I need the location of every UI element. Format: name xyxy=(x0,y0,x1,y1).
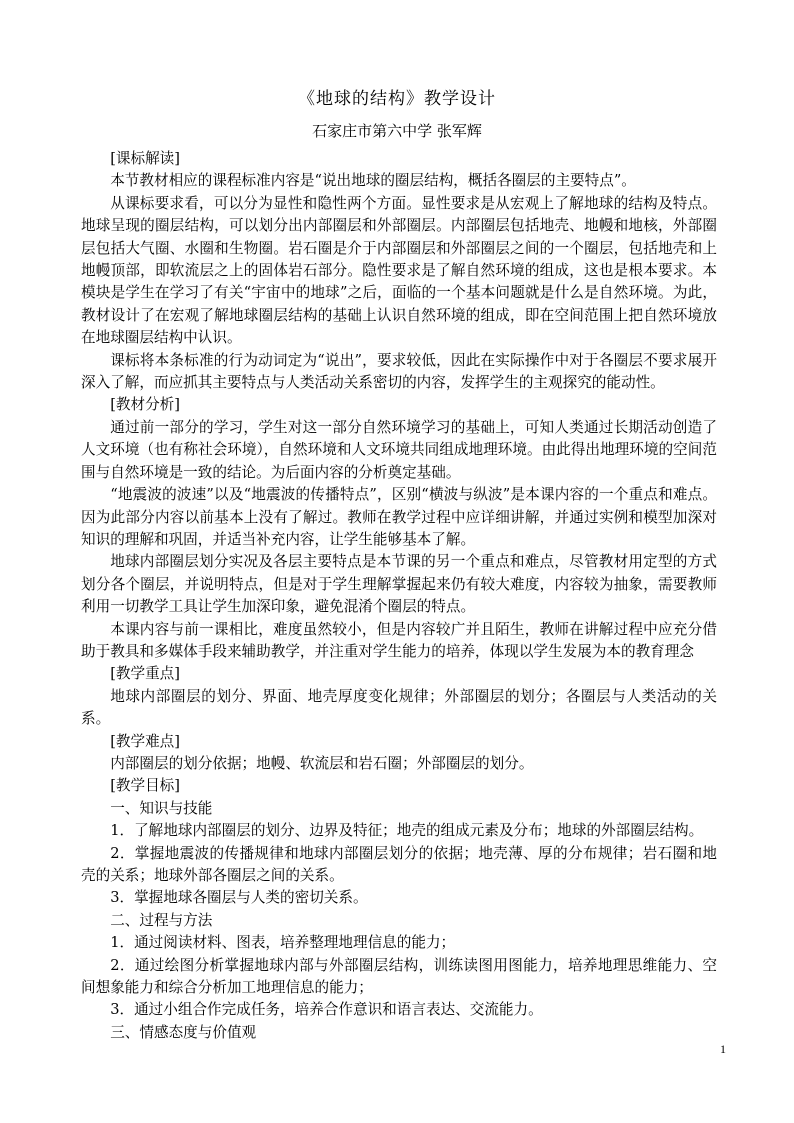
body-paragraph: 内部圈层的划分依据；地幔、软流层和岩石圈；外部圈层的划分。 xyxy=(110,754,534,772)
body-paragraph: 3．掌握地球各圈层与人类的密切关系。 xyxy=(110,889,368,907)
body-paragraph: 本节教材相应的课程标准内容是“说出地球的圈层结构，概括各圈层的主要特点”。 xyxy=(110,172,636,190)
body-paragraph: 本课内容与前一课相比，难度虽然较小，但是内容较广并且陌生，教师在讲解过程中应充分借助于教具和多媒体手段来辅助教学，并注重对学生能力的培养，体现以学生发展为本的教育理念 xyxy=(81,620,717,660)
body-paragraph: “地震波的波速”以及“地震波的传播特点”，区别“横波与纵波”是本课内容的一个重点和难点。因为此部分内容以前基本上没有了解过。教师在教学过程中应详细讲解，并通过实例和模型加深对知识的理解和巩固，并适当补充内容，让学生能够基本了解。 xyxy=(81,486,717,548)
body-paragraph: 通过前一部分的学习，学生对这一部分自然环境学习的基础上，可知人类通过长期活动创造了人文环境（也有称社会环境），自然环境和人文环境共同组成地理环境。由此得出地理环境的空间范围与自然环境是一致的结论。为后面内容的分析奠定基础。 xyxy=(81,418,717,481)
subsection-heading: 三、情感态度与价值观 xyxy=(110,1023,257,1041)
subsection-heading: 一、知识与技能 xyxy=(110,799,213,817)
section-heading: [课标解读] xyxy=(110,150,180,167)
document-body xyxy=(81,148,717,1044)
body-paragraph: 地球内部圈层的划分、界面、地壳厚度变化规律；外部圈层的划分；各圈层与人类活动的关系。 xyxy=(81,687,717,728)
section-heading: [教材分析] xyxy=(110,396,180,414)
section-heading: [教学难点] xyxy=(110,732,180,750)
body-paragraph: 1．了解地球内部圈层的划分、边界及特征；地壳的组成元素及分布；地球的外部圈层结构。 xyxy=(110,822,704,840)
body-paragraph: 从课标要求看，可以分为显性和隐性两个方面。显性要求是从宏观上了解地球的结构及特点。地球呈现的圈层结构，可以划分出内部圈层和外部圈层。内部圈层包括地壳、地幔和地核，外部圈层包括大气圈、水圈和生物圈。岩石圈是介于内部圈层和外部圈层之间的一个圈层，包括地壳和上地幔顶部，即软流层之上的固体岩石部分。隐性要求是了解自然环境的组成，这也是根本要求。本模块是学生在学习了有关“宇宙中的地球”之后，面临的一个基本问题就是什么是自然环境。为此，教材设计了在宏观了解地球圈层结构的基础上认识自然环境的组成，即在空间范围上把自然环境放在地球圈层结构中认识。 xyxy=(81,194,717,347)
page-number: 1 xyxy=(720,1042,726,1056)
author-line: 石家庄市第六中学 张军辉 xyxy=(312,122,482,140)
body-paragraph: 1．通过阅读材料、图表，培养整理地理信息的能力； xyxy=(110,934,456,952)
body-paragraph: 课标将本条标准的行为动词定为“说出”，要求较低，因此在实际操作中对于各圈层不要求展开深入了解，而应抓其主要特点与人类活动关系密切的内容，发挥学生的主观探究的能动性。 xyxy=(81,351,717,392)
section-heading: [教学目标] xyxy=(110,777,180,795)
body-paragraph: 2．掌握地震波的传播规律和地球内部圈层划分的依据；地壳薄、厚的分布规律；岩石圈和地壳的关系；地球外部各圈层之间的关系。 xyxy=(81,844,717,884)
document-title: 《地球的结构》教学设计 xyxy=(298,89,496,109)
section-heading: [教学重点] xyxy=(110,665,180,683)
body-paragraph: 地球内部圈层划分实况及各层主要特点是本节课的另一个重点和难点，尽管教材用定型的方式划分各个圈层，并说明特点，但是对于学生理解掌握起来仍有较大难度，内容较为抽象，需要教师利用一切教学工具让学生加深印象，避免混淆个圈层的特点。 xyxy=(81,553,717,616)
body-paragraph: 2．通过绘图分析掌握地球内部与外部圈层结构，训练读图用图能力，培养地理思维能力、空间想象能力和综合分析加工地理信息的能力； xyxy=(81,956,717,997)
subsection-heading: 二、过程与方法 xyxy=(110,911,213,929)
body-paragraph: 3．通过小组合作完成任务，培养合作意识和语言表达、交流能力。 xyxy=(110,1001,543,1019)
